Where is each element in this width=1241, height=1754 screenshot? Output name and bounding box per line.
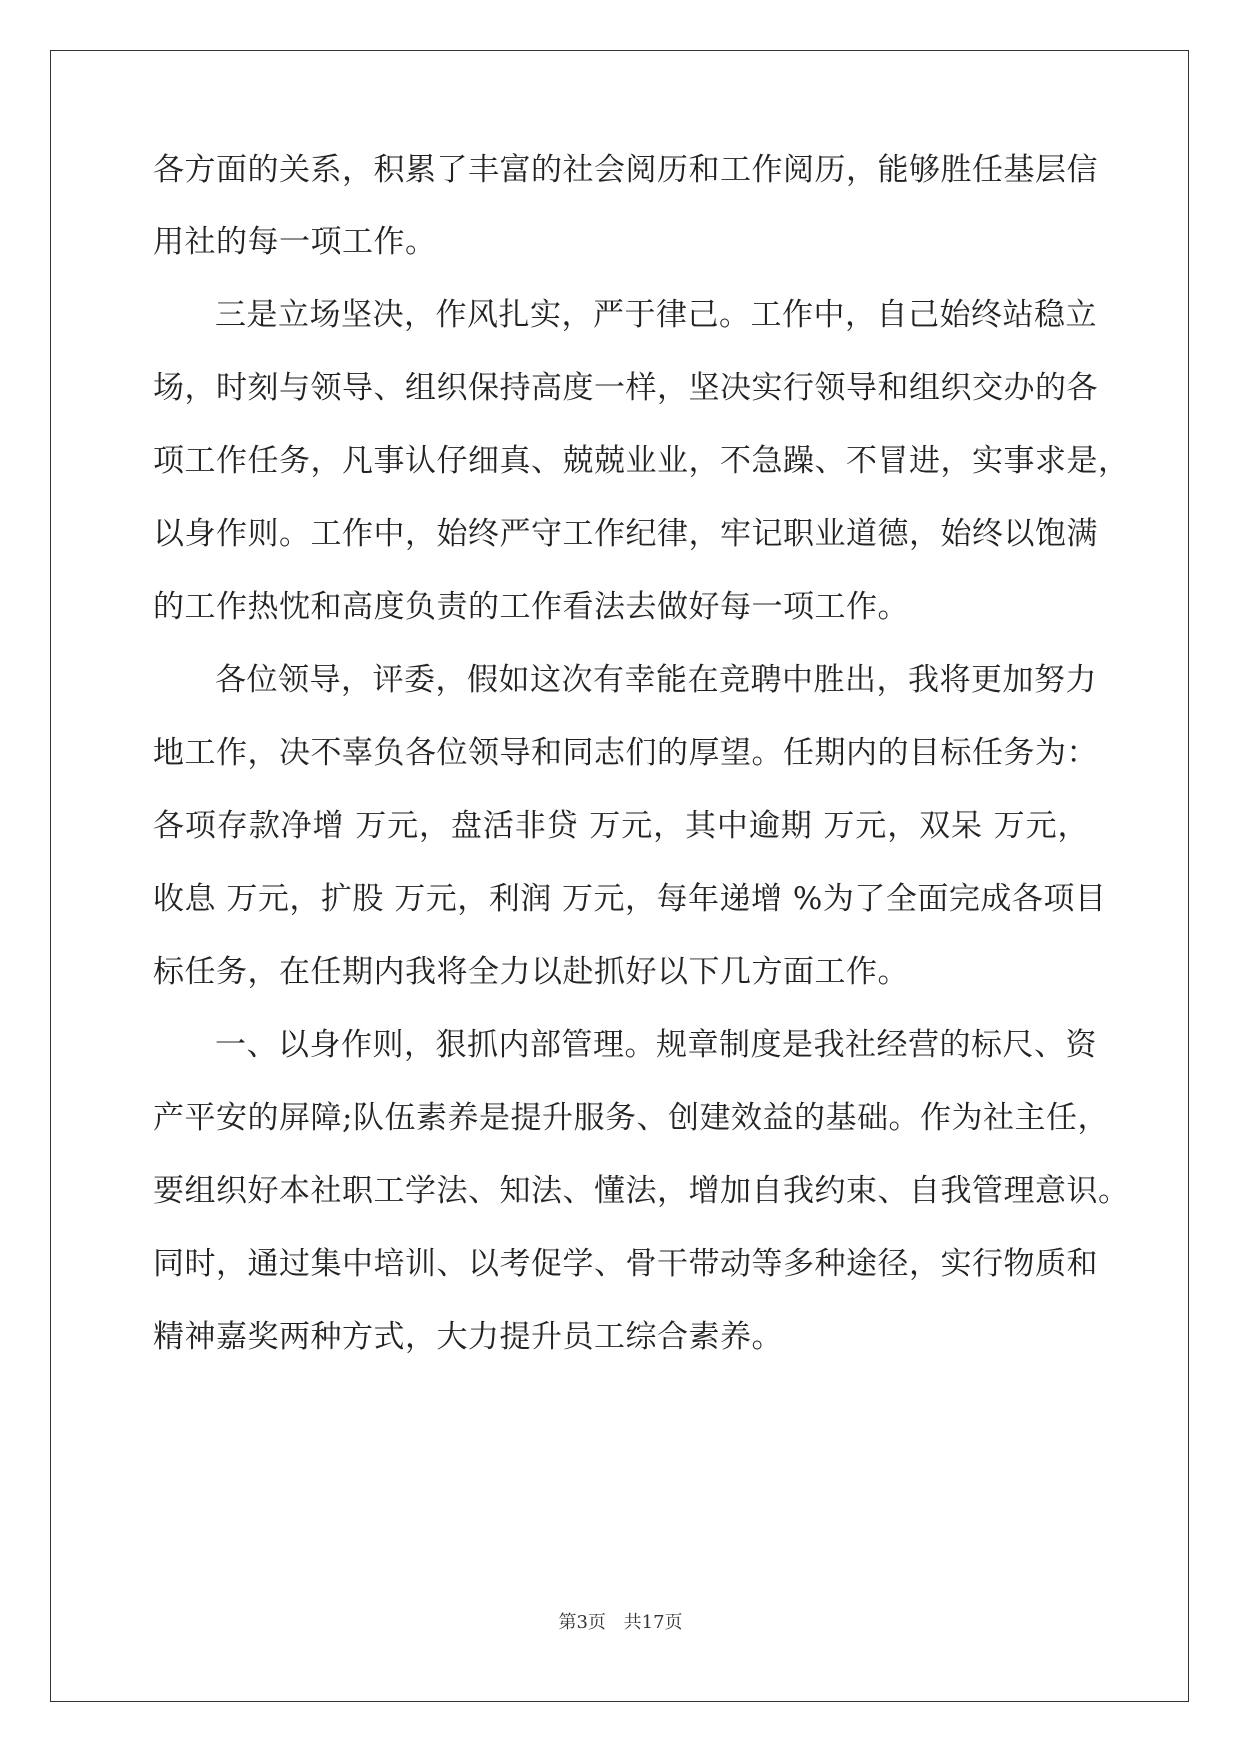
text-line: 地工作，决不辜负各位领导和同志们的厚望。任期内的目标任务为：: [153, 735, 1098, 771]
page-total: 共17页: [623, 1612, 683, 1633]
text-line: 项工作任务，凡事认仔细真、兢兢业业，不急躁、不冒进，实事求是，: [153, 443, 1130, 479]
text-line: 同时，通过集中培训、以考促学、骨干带动等多种途径，实行物质和: [153, 1246, 1098, 1282]
text-line: 以身作则。工作中，始终严守工作纪律，牢记职业道德，始终以饱满: [153, 516, 1098, 552]
paragraph-first-line: 一、以身作则，狠抓内部管理。规章制度是我社经营的标尺、资: [215, 1027, 1097, 1063]
paragraph-first-line: 三是立场坚决，作风扎实，严于律己。工作中，自己始终站稳立: [215, 297, 1097, 333]
text-line: 精神嘉奖两种方式，大力提升员工综合素养。: [153, 1319, 783, 1355]
text-line: 各项存款净增 万元，盘活非贷 万元，其中逾期 万元，双呆 万元，: [153, 808, 1089, 844]
text-line: 产平安的屏障;队伍素养是提升服务、创建效益的基础。作为社主任，: [153, 1100, 1109, 1136]
page-number: 第3页: [558, 1612, 606, 1633]
text-line: 用社的每一项工作。: [153, 224, 437, 260]
text-line: 场，时刻与领导、组织保持高度一样，坚决实行领导和组织交办的各: [153, 370, 1098, 406]
text-line: 各方面的关系，积累了丰富的社会阅历和工作阅历，能够胜任基层信: [153, 152, 1098, 188]
text-line: 的工作热忱和高度负责的工作看法去做好每一项工作。: [153, 589, 909, 625]
text-line: 收息 万元，扩股 万元，利润 万元，每年递增 %为了全面完成各项目: [153, 881, 1107, 917]
text-line: 标任务，在任期内我将全力以赴抓好以下几方面工作。: [153, 954, 909, 990]
text-line: 要组织好本社职工学法、知法、懂法，增加自我约束、自我管理意识。: [153, 1173, 1130, 1209]
page-footer: [0, 1612, 1241, 1634]
paragraph-first-line: 各位领导，评委，假如这次有幸能在竞聘中胜出，我将更加努力: [215, 662, 1097, 698]
